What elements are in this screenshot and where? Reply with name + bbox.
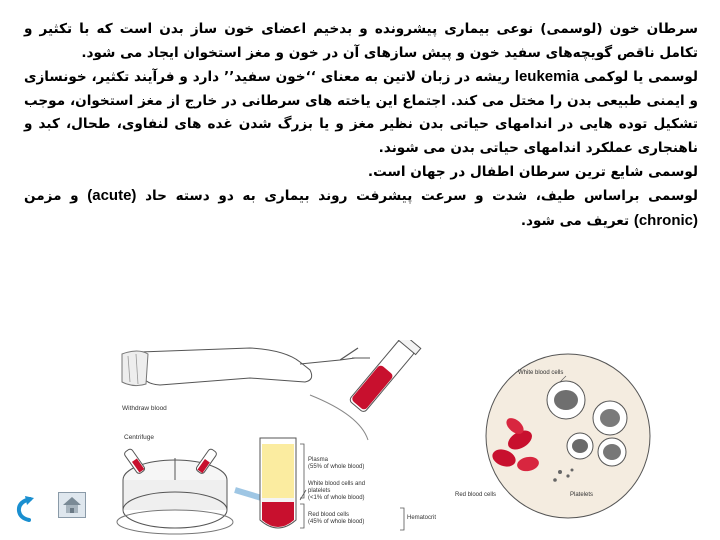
withdraw-blood-label: Withdraw blood bbox=[122, 405, 167, 412]
paragraph-leukemia bbox=[24, 65, 698, 160]
platelets-label: Platelets bbox=[570, 492, 594, 498]
home-button[interactable] bbox=[58, 492, 86, 518]
rbc-label: Red blood cells bbox=[308, 512, 350, 518]
hematocrit-label: Hematocrit bbox=[407, 515, 437, 521]
plasma-label: Plasma bbox=[308, 457, 329, 463]
wbc-label: White blood cells and bbox=[308, 481, 366, 487]
wbc-percent-label: (<1% of whole blood) bbox=[308, 495, 365, 501]
white-blood-cells-label: White blood cells bbox=[518, 370, 564, 376]
classification-conj-text: و مزمن bbox=[24, 188, 88, 205]
rbc-percent-label: (45% of whole blood) bbox=[308, 519, 365, 525]
classification-text: لوسمی براساس طیف، شدت و سرعت پیشرفت روند بیماری به دو دسته حاد bbox=[136, 188, 698, 205]
definition-text: سرطان خون (لوسمی) نوعی بیماری پیشرونده و بدخیم اعضای خون ساز بدن است که با تکثیر و تکامل ناقص گویچه‌های سفید خون و پیش سازهای آن در خون و مغز استخوان ایجاد می شود. bbox=[24, 21, 698, 61]
wbc-label-platelets: platelets bbox=[308, 488, 331, 494]
blood-tube-illustration bbox=[347, 340, 421, 414]
blood-composition-figure bbox=[100, 340, 700, 535]
main-text bbox=[24, 18, 698, 233]
leukemia-description-text: ریشه در زبان لاتین به معنای ‘‘خون سفید’’ دارد و فرآیند تکثیر، خونسازی و ایمنی طبیعی بدن را مختل می کند. اجتماع این یاخته های سرطانی در خارج از مغز استخوان، موجب تشکیل توده هایی در اندامهای حیاتی بدن نظیر مغز و یا بزرگ شدن غده های لنفاوی، طحال، کبد و ناهنجاری عملکرد اندامهای حیاتی بدن می شوند. bbox=[24, 69, 698, 156]
blood-cells-illustration bbox=[486, 354, 650, 518]
back-button[interactable] bbox=[10, 494, 40, 524]
curved-arrow-back-icon bbox=[10, 494, 40, 524]
chronic-term: (chronic) bbox=[633, 211, 698, 229]
arm-illustration bbox=[122, 348, 370, 386]
leukemia-intro-text: لوسمی یا لوکمی bbox=[579, 69, 698, 86]
childhood-cancer-text: لوسمی شایع ترین سرطان اطفال در جهان است. bbox=[367, 163, 698, 180]
paragraph-childhood bbox=[24, 161, 698, 185]
separated-blood-tube bbox=[260, 438, 296, 528]
acute-term: (acute) bbox=[87, 187, 137, 205]
classification-end-text: تعریف می شود. bbox=[520, 212, 634, 229]
home-icon bbox=[58, 492, 86, 518]
centrifuge-label: Centrifuge bbox=[124, 434, 154, 441]
leukemia-term: leukemia bbox=[514, 68, 580, 86]
red-blood-cells-label: Red blood cells bbox=[455, 492, 497, 498]
plasma-percent-label: (55% of whole blood) bbox=[308, 464, 365, 470]
paragraph-definition bbox=[24, 18, 698, 65]
paragraph-classification bbox=[24, 184, 698, 233]
centrifuge-illustration bbox=[117, 448, 233, 534]
